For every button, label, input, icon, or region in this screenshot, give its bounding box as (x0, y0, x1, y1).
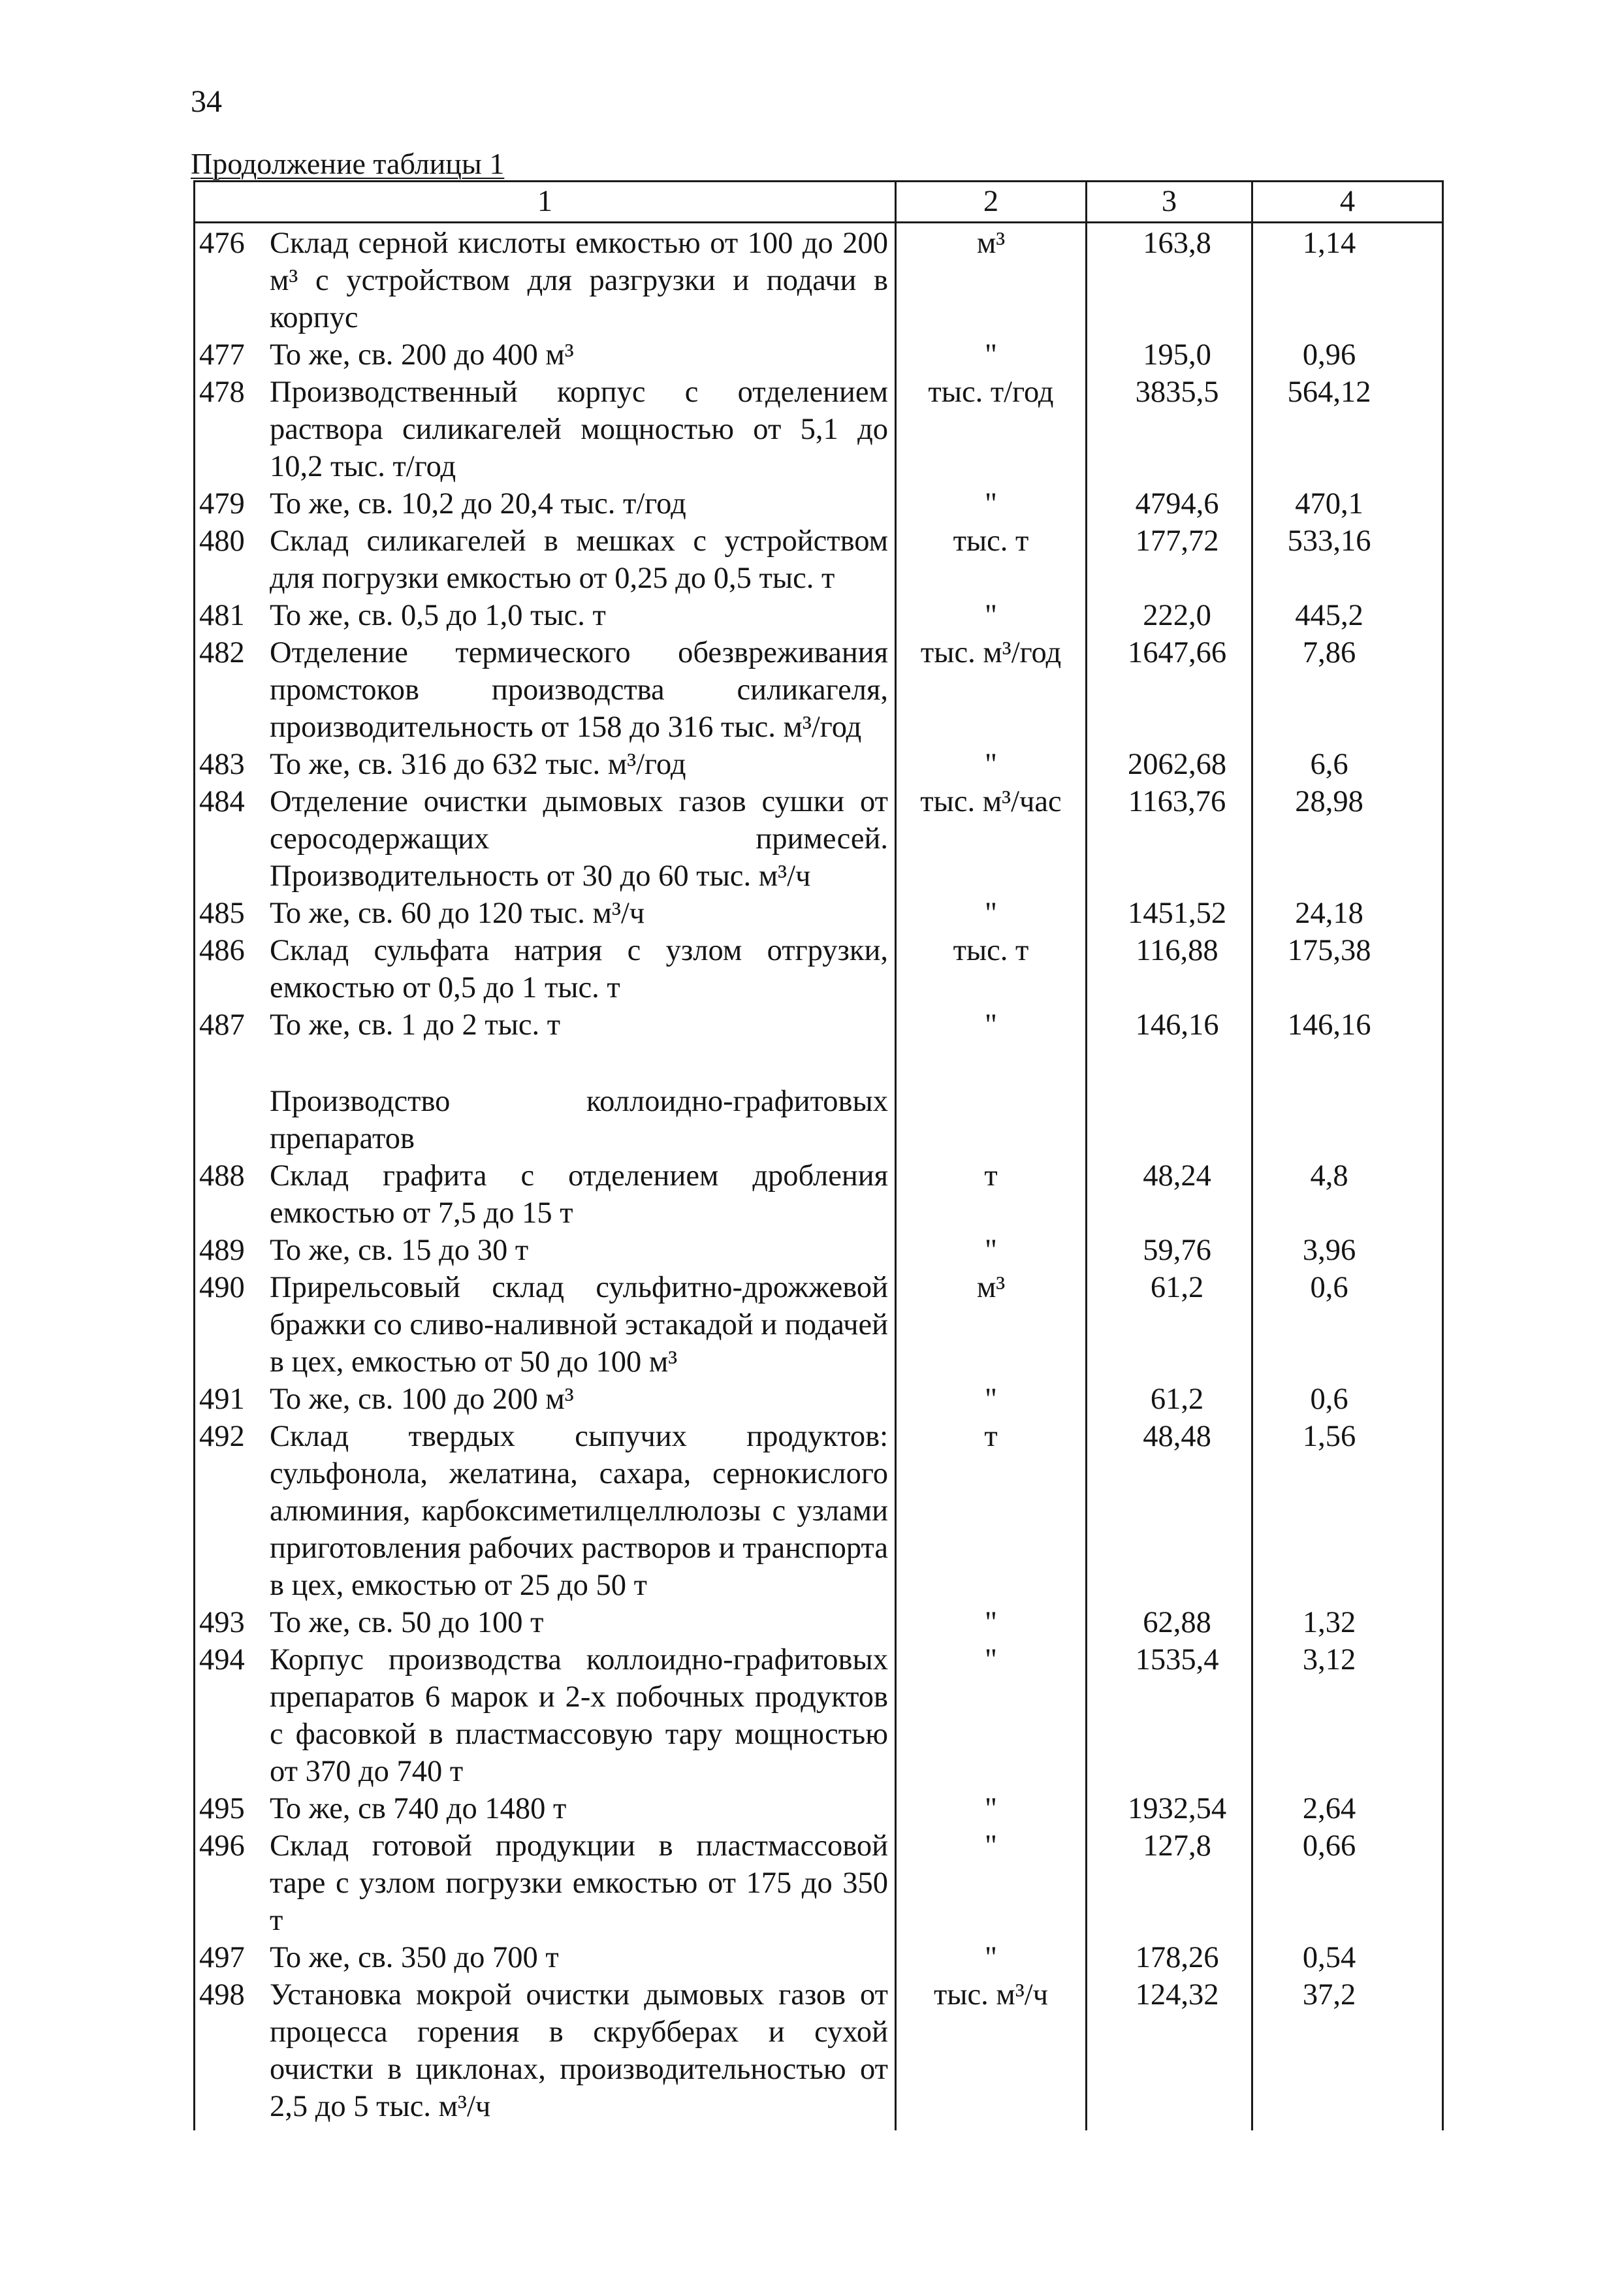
table-row (195, 1939, 1443, 1976)
row-number: 476 (199, 227, 245, 260)
row-description: Склад графита с отделением дробления емкостью от 7,5 до 15 т (270, 1159, 888, 1230)
unit-cell: тыс. т/год (896, 374, 1087, 485)
table-row (195, 932, 1443, 1006)
unit-cell: " (896, 1790, 1087, 1827)
value-col3-cell: 127,8 (1087, 1827, 1252, 1939)
value-col4-cell: 3,96 (1252, 1232, 1443, 1269)
unit-cell: тыс. т (896, 932, 1087, 1006)
row-description: Производственный корпус с отделением раствора силикагелей мощностью от 5,1 до 10,2 тыс. т/год (270, 376, 888, 483)
value-col4-cell: 0,96 (1252, 336, 1443, 374)
row-description: То же, св 740 до 1480 т (270, 1792, 567, 1825)
column-header: 2 (896, 182, 1087, 223)
row-number: 480 (199, 524, 245, 558)
row-number: 488 (199, 1159, 245, 1193)
value-col4-cell: 445,2 (1252, 597, 1443, 634)
value-col4-cell: 0,6 (1252, 1381, 1443, 1418)
row-description: То же, св. 0,5 до 1,0 тыс. т (270, 599, 606, 632)
description-cell (195, 597, 896, 634)
unit-cell: " (896, 485, 1087, 522)
value-col4-cell: 1,56 (1252, 1418, 1443, 1604)
value-col4-cell: 564,12 (1252, 374, 1443, 485)
description-cell (195, 522, 896, 597)
row-description: Прирельсовый склад сульфитно-дрожжевой бражки со сливо-наливной эстакадой и подачей в цех, емкостью от 50 до 100 м³ (270, 1271, 888, 1379)
description-cell (195, 223, 896, 337)
row-description: То же, св. 200 до 400 м³ (270, 338, 574, 372)
row-number: 497 (199, 1941, 245, 1974)
description-cell (195, 1418, 896, 1604)
unit-cell: м³ (896, 223, 1087, 337)
value-col4-cell: 1,32 (1252, 1604, 1443, 1641)
row-description: Склад твердых сыпучих продуктов: сульфонола, желатина, сахара, сернокислого алюминия, карбоксиметилцеллюлозы с узлами приготовления рабочих растворов и транспорта в цех, емкостью от 25 до 50 т (270, 1420, 888, 1602)
unit-cell: " (896, 746, 1087, 783)
column-header: 1 (195, 182, 896, 223)
value-col3-cell: 222,0 (1087, 597, 1252, 634)
value-col3-cell: 61,2 (1087, 1269, 1252, 1381)
value-col3-cell: 1163,76 (1087, 783, 1252, 895)
value-col4-cell: 24,18 (1252, 895, 1443, 932)
row-number: 491 (199, 1383, 245, 1416)
value-col4-cell: 37,2 (1252, 1976, 1443, 2130)
value-col4-cell: 146,16 (1252, 1006, 1443, 1044)
row-number: 495 (199, 1792, 245, 1825)
table-row (195, 485, 1443, 522)
row-number: 494 (199, 1643, 245, 1676)
description-cell (195, 932, 896, 1006)
table-row (195, 1269, 1443, 1381)
unit-cell: м³ (896, 1269, 1087, 1381)
table-row (195, 336, 1443, 374)
row-number: 485 (199, 897, 245, 930)
row-number: 489 (199, 1234, 245, 1267)
row-number: 484 (199, 785, 245, 818)
value-col3-cell: 146,16 (1087, 1006, 1252, 1044)
value-col3-cell: 1932,54 (1087, 1790, 1252, 1827)
description-cell (195, 895, 896, 932)
description-cell (195, 1083, 896, 1157)
unit-cell: " (896, 1006, 1087, 1044)
value-col3-cell: 1535,4 (1087, 1641, 1252, 1790)
table-row (195, 1232, 1443, 1269)
description-cell (195, 1269, 896, 1381)
row-description: Отделение термического обезвреживания промстоков производства силикагеля, производительность от 158 до 316 тыс. м³/год (270, 636, 888, 744)
description-cell (195, 1381, 896, 1418)
value-col3-cell: 195,0 (1087, 336, 1252, 374)
description-cell (195, 1232, 896, 1269)
row-description: То же, св. 316 до 632 тыс. м³/год (270, 748, 686, 781)
table-caption: Продолжение таблицы 1 (191, 147, 505, 180)
table-row (195, 634, 1443, 746)
description-cell (195, 634, 896, 746)
value-col3-cell: 48,48 (1087, 1418, 1252, 1604)
unit-cell: тыс. м³/час (896, 783, 1087, 895)
description-cell (195, 1006, 896, 1044)
row-description: Склад серной кислоты емкостью от 100 до 200 м³ с устройством для разгрузки и подачи в корпус (270, 227, 888, 334)
value-col4-cell: 28,98 (1252, 783, 1443, 895)
value-col3-cell: 124,32 (1087, 1976, 1252, 2130)
value-col3-cell: 48,24 (1087, 1157, 1252, 1232)
value-col4-cell: 0,54 (1252, 1939, 1443, 1976)
unit-cell: " (896, 1939, 1087, 1976)
value-col4-cell (1252, 1044, 1443, 1083)
value-col4-cell: 0,66 (1252, 1827, 1443, 1939)
column-header: 3 (1087, 182, 1252, 223)
row-number: 479 (199, 487, 245, 521)
description-cell (195, 1976, 896, 2130)
table-row (195, 1641, 1443, 1790)
table-row (195, 1083, 1443, 1157)
value-col3-cell: 177,72 (1087, 522, 1252, 597)
row-number: 492 (199, 1420, 245, 1453)
unit-cell: " (896, 1641, 1087, 1790)
row-number: 486 (199, 934, 245, 967)
value-col3-cell: 62,88 (1087, 1604, 1252, 1641)
row-description: Производство коллоидно-графитовых препаратов (270, 1085, 888, 1155)
table-row (195, 522, 1443, 597)
value-col4-cell: 175,38 (1252, 932, 1443, 1006)
table-row (195, 223, 1443, 337)
unit-cell: т (896, 1418, 1087, 1604)
value-col3-cell: 59,76 (1087, 1232, 1252, 1269)
value-col3-cell: 4794,6 (1087, 485, 1252, 522)
value-col3-cell: 2062,68 (1087, 746, 1252, 783)
description-cell (195, 1790, 896, 1827)
table-row (195, 1604, 1443, 1641)
row-number: 483 (199, 748, 245, 781)
row-description: Отделение очистки дымовых газов сушки от серосодержащих примесей. Производительность от 30 до 60 тыс. м³/ч (270, 785, 888, 893)
value-col4-cell: 0,6 (1252, 1269, 1443, 1381)
table-row (195, 1157, 1443, 1232)
unit-cell: тыс. м³/год (896, 634, 1087, 746)
table-row (195, 783, 1443, 895)
description-cell (195, 485, 896, 522)
value-col4-cell: 4,8 (1252, 1157, 1443, 1232)
unit-cell: " (896, 597, 1087, 634)
row-description: То же, св. 15 до 30 т (270, 1234, 529, 1267)
table-row (195, 1976, 1443, 2130)
row-description: То же, св. 50 до 100 т (270, 1606, 544, 1639)
description-cell (195, 336, 896, 374)
value-col3-cell: 3835,5 (1087, 374, 1252, 485)
description-cell (195, 746, 896, 783)
row-description: То же, св. 350 до 700 т (270, 1941, 559, 1974)
description-cell (195, 1044, 896, 1083)
unit-cell: " (896, 1827, 1087, 1939)
value-col4-cell: 2,64 (1252, 1790, 1443, 1827)
value-col4-cell: 470,1 (1252, 485, 1443, 522)
data-table (193, 180, 1444, 2130)
table-body (195, 223, 1443, 2131)
table-row (195, 1006, 1443, 1044)
value-col3-cell: 178,26 (1087, 1939, 1252, 1976)
row-number (195, 1083, 270, 1157)
value-col3-cell (1087, 1044, 1252, 1083)
table-row (195, 746, 1443, 783)
unit-cell: " (896, 1232, 1087, 1269)
row-number: 490 (199, 1271, 245, 1304)
value-col3-cell: 116,88 (1087, 932, 1252, 1006)
row-number: 481 (199, 599, 245, 632)
description-cell (195, 1641, 896, 1790)
value-col4-cell: 7,86 (1252, 634, 1443, 746)
row-number: 498 (199, 1978, 245, 2012)
row-description: То же, св. 10,2 до 20,4 тыс. т/год (270, 487, 686, 521)
description-cell (195, 374, 896, 485)
unit-cell: " (896, 1381, 1087, 1418)
unit-cell: " (896, 895, 1087, 932)
unit-cell: " (896, 1604, 1087, 1641)
value-col4-cell: 3,12 (1252, 1641, 1443, 1790)
row-number: 487 (199, 1008, 245, 1042)
unit-cell: тыс. м³/ч (896, 1976, 1087, 2130)
row-number: 496 (199, 1829, 245, 1863)
row-description: То же, св. 60 до 120 тыс. м³/ч (270, 897, 645, 930)
row-number: 482 (199, 636, 245, 669)
row-number: 493 (199, 1606, 245, 1639)
unit-cell (896, 1083, 1087, 1157)
description-cell (195, 1939, 896, 1976)
value-col3-cell: 61,2 (1087, 1381, 1252, 1418)
page-number: 34 (191, 84, 222, 119)
table-row (195, 1418, 1443, 1604)
value-col3-cell: 163,8 (1087, 223, 1252, 337)
table-header-row (195, 182, 1443, 223)
value-col3-cell: 1451,52 (1087, 895, 1252, 932)
table-row (195, 597, 1443, 634)
column-header: 4 (1252, 182, 1443, 223)
table-row (195, 1790, 1443, 1827)
row-description: Склад сульфата натрия с узлом отгрузки, емкостью от 0,5 до 1 тыс. т (270, 934, 888, 1004)
row-description: Корпус производства коллоидно-графитовых препаратов 6 марок и 2-х побочных продуктов с фасовкой в пластмассовую тару мощностью от 370 до 740 т (270, 1643, 888, 1788)
value-col3-cell: 1647,66 (1087, 634, 1252, 746)
description-cell (195, 1827, 896, 1939)
row-description: То же, св. 1 до 2 тыс. т (270, 1008, 561, 1042)
row-description: Склад силикагелей в мешках с устройством для погрузки емкостью от 0,25 до 0,5 тыс. т (270, 524, 888, 595)
value-col4-cell (1252, 1083, 1443, 1157)
table-row (195, 1044, 1443, 1083)
value-col4-cell: 1,14 (1252, 223, 1443, 337)
unit-cell: тыс. т (896, 522, 1087, 597)
table-row (195, 895, 1443, 932)
unit-cell: т (896, 1157, 1087, 1232)
description-cell (195, 1157, 896, 1232)
row-description: То же, св. 100 до 200 м³ (270, 1383, 574, 1416)
row-description: Установка мокрой очистки дымовых газов от процесса горения в скрубберах и сухой очистки в циклонах, производительностью от 2,5 до 5 тыс. м³/ч (270, 1978, 888, 2123)
table-row (195, 1827, 1443, 1939)
row-number: 478 (199, 376, 245, 409)
row-description: Склад готовой продукции в пластмассовой таре с узлом погрузки емкостью от 175 до 350 т (270, 1829, 888, 1937)
description-cell (195, 783, 896, 895)
row-number: 477 (199, 338, 245, 372)
description-cell (195, 1604, 896, 1641)
unit-cell (896, 1044, 1087, 1083)
value-col3-cell (1087, 1083, 1252, 1157)
value-col4-cell: 6,6 (1252, 746, 1443, 783)
value-col4-cell: 533,16 (1252, 522, 1443, 597)
table-row (195, 1381, 1443, 1418)
table-row (195, 374, 1443, 485)
unit-cell: " (896, 336, 1087, 374)
